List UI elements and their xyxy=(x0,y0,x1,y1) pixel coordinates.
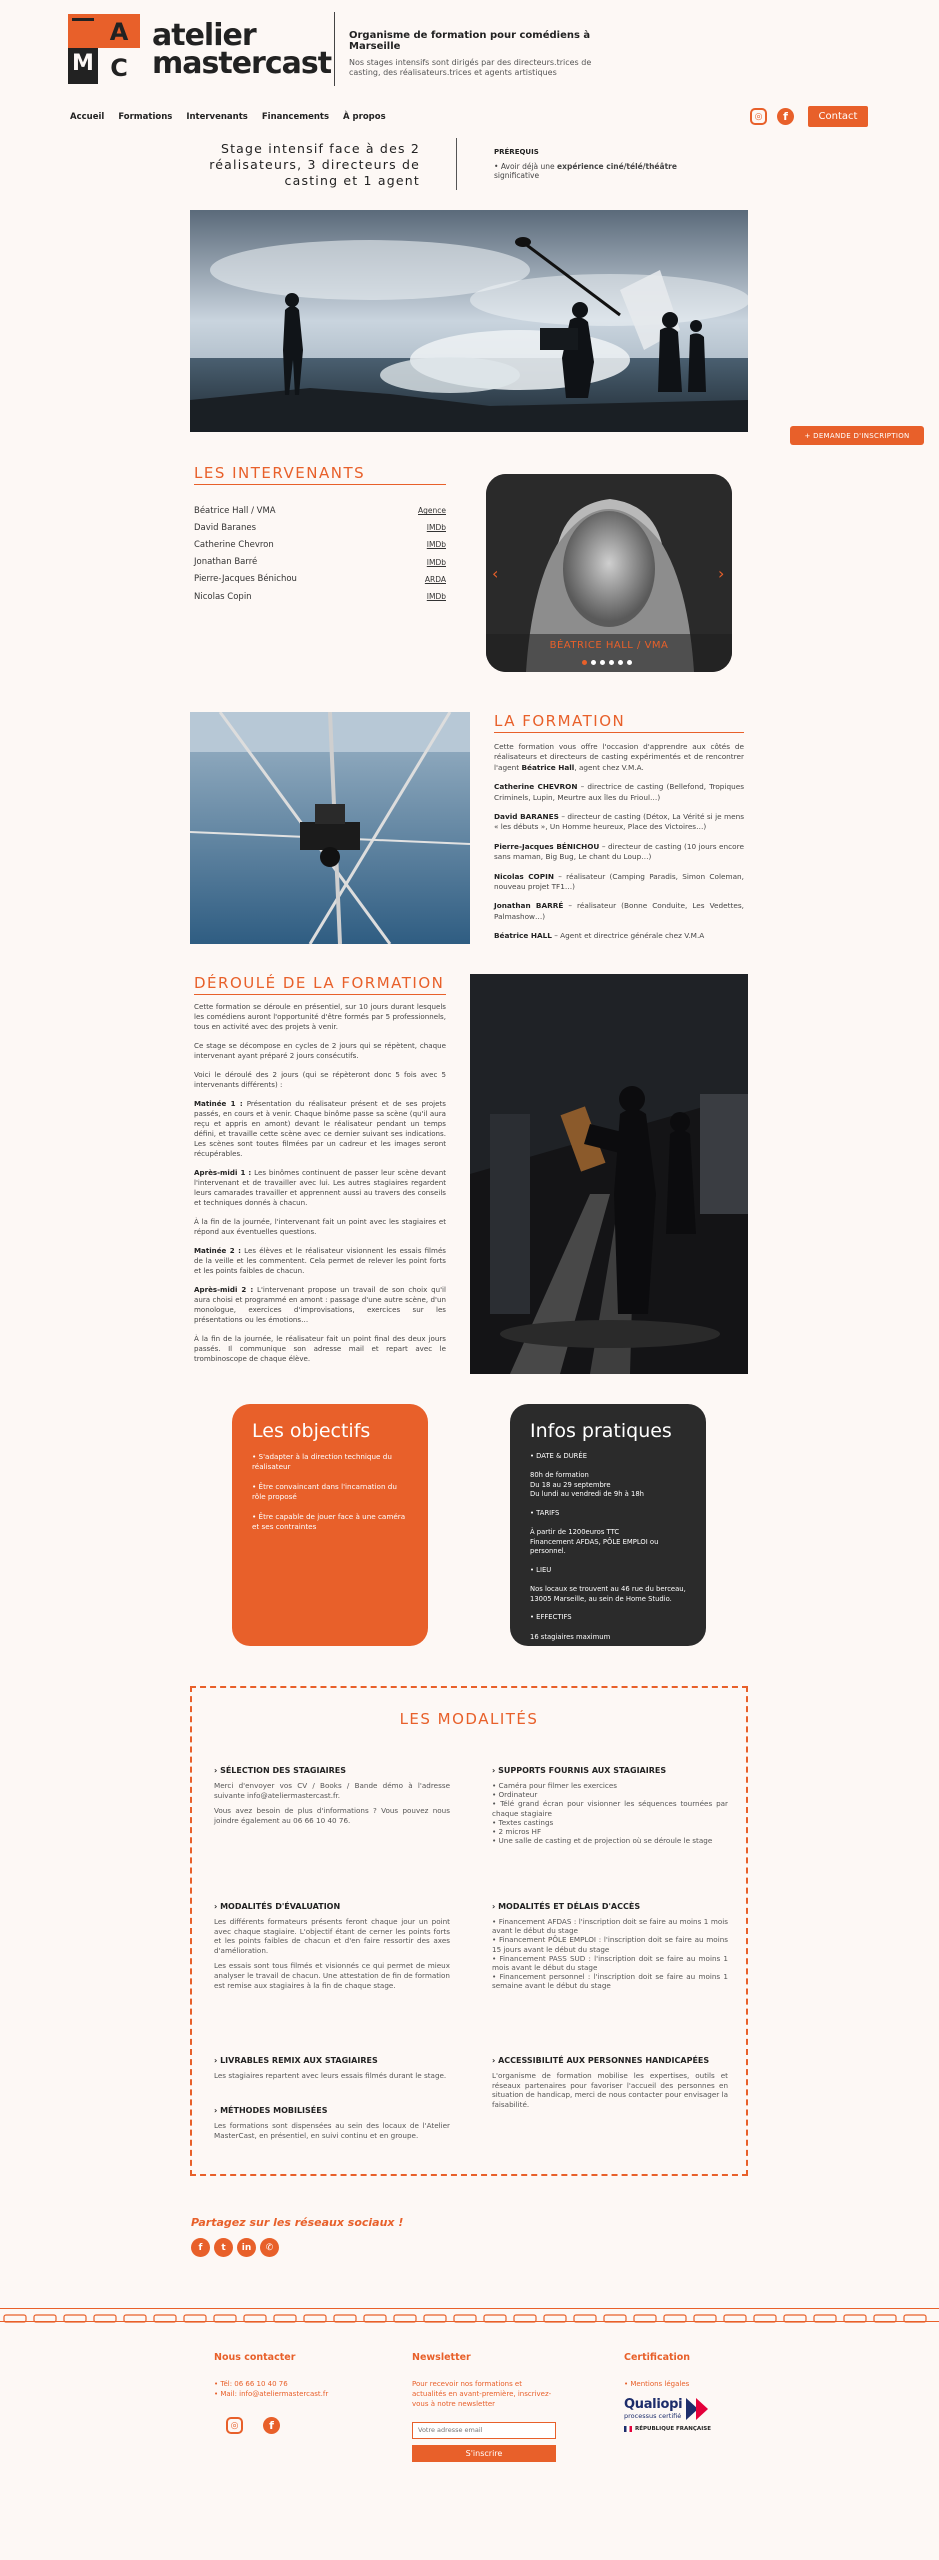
footer-contact-title: Nous contacter xyxy=(214,2352,296,2363)
formation-text xyxy=(494,742,744,951)
info-heading: • DATE & DURÉE xyxy=(530,1452,587,1460)
info-block xyxy=(530,1613,686,1642)
header-divider xyxy=(334,12,335,86)
selection-text: Merci d'envoyer vos CV / Books / Bande démo à l'adresse suivante info@ateliermastercast.fr. xyxy=(214,1781,450,1800)
newsletter-desc: Pour recevoir nos formations et actualités en avant-première, inscrivez-vous à notre newsletter xyxy=(412,2380,552,2408)
person-desc: – réalisateur (Camping Paradis, Simon Coleman, nouveau projet TF1…) xyxy=(494,871,744,892)
selection-block xyxy=(214,1766,450,1831)
nav-intervenants[interactable]: Intervenants xyxy=(186,112,248,122)
newsletter-email-input[interactable] xyxy=(412,2422,556,2439)
para-text: À la fin de la journée, le réalisateur fait un point final des deux jours passés. Il communique son adresse mail et repart avec le trombinoscope de chaque élève. xyxy=(194,1334,446,1363)
acces-item: • Financement personnel : l'inscription doit se faire au moins 1 semaine avant le début du stage xyxy=(492,1972,728,1991)
share-icons xyxy=(191,2238,279,2257)
formation-intro xyxy=(494,742,744,773)
contact-button[interactable]: Contact xyxy=(808,106,868,127)
subscribe-button[interactable]: S'inscrire xyxy=(412,2445,556,2462)
hero-title: Stage intensif face à des 2 réalisateurs, 3 directeurs de casting et 1 agent xyxy=(209,141,420,188)
acces-item: • Financement AFDAS : l'inscription doit se faire au moins 1 mois avant le début du stage xyxy=(492,1917,728,1936)
para-text: Les binômes continuent de passer leur scène devant l'intervenant et de travailler avec lui. Les autres stagiaires regardent leurs camarades travailler et apprennent aussi au travers des conseils et techniques donnés à chacun. xyxy=(194,1168,446,1207)
person-desc: – directeur de casting (10 jours encore sans maman, Big Bug, Le chant du Loup…) xyxy=(494,841,744,862)
intervenant-row xyxy=(194,571,446,588)
brand-line2: mastercast xyxy=(152,46,332,81)
intervenants-title: LES INTERVENANTS xyxy=(194,464,366,482)
evaluation-heading: › MODALITÉS D'ÉVALUATION xyxy=(214,1902,341,1911)
intervenant-link[interactable]: Agence xyxy=(418,506,446,516)
evaluation-text: Les essais sont tous filmés et visionnés ce qui permet de mieux analyser le travail de chacun. Une attestation de fin de formation est remise aux stagiaires à la fin de chaque stage. xyxy=(214,1961,450,1990)
intervenant-link[interactable]: IMDb xyxy=(426,540,446,550)
objectif-item: • Être convaincant dans l'incarnation du rôle proposé xyxy=(252,1481,397,1502)
footer-contact xyxy=(214,2352,374,2434)
info-line: Du lundi au vendredi de 9h à 18h xyxy=(530,1490,644,1499)
objectif-item: • Être capable de jouer face à une caméra et ses contraintes xyxy=(252,1511,406,1532)
deroule-para xyxy=(194,1002,446,1032)
mentions-legales-link[interactable]: • Mentions légales xyxy=(624,2380,690,2388)
methodes-text: Les formations sont dispensées au sein des locaux de l'Atelier MasterCast, en présentiel, en suivi continu et en groupe. xyxy=(214,2121,450,2140)
supports-heading: › SUPPORTS FOURNIS AUX STAGIAIRES xyxy=(492,1766,667,1775)
svg-text:M: M xyxy=(72,51,94,76)
carousel-caption: BÉATRICE HALL / VMA xyxy=(549,640,669,651)
intervenant-row xyxy=(194,554,446,571)
intervenant-row xyxy=(194,588,446,605)
hero-divider xyxy=(456,138,457,190)
accessibilite-text: L'organisme de formation mobilise les expertises, outils et réseaux partenaires pour favoriser l'accueil des personnes en situation de handicap, merci de nous contacter pour envisager la faisabilité. xyxy=(492,2071,728,2109)
share-title: Partagez sur les réseaux sociaux ! xyxy=(191,2216,404,2229)
qualiopi-arrows-icon xyxy=(686,2398,710,2420)
para-text: À la fin de la journée, l'intervenant fait un point avec les stagiaires et répond aux éventuelles questions. xyxy=(194,1217,446,1236)
formation-title: LA FORMATION xyxy=(494,712,626,730)
deroule-para xyxy=(194,1217,446,1237)
footer-social xyxy=(226,2417,374,2434)
supports-block xyxy=(492,1766,728,1845)
intervenant-link[interactable]: ARDA xyxy=(424,574,446,584)
support-item: • Caméra pour filmer les exercices xyxy=(492,1781,618,1790)
prereq-heading: PRÉREQUIS xyxy=(494,148,539,156)
person-name: Pierre-Jacques BÉNICHOU xyxy=(494,841,600,851)
footer-mail[interactable]: • Mail: info@ateliermastercast.fr xyxy=(214,2390,329,2398)
deroule-para xyxy=(194,1285,446,1325)
main-nav xyxy=(70,112,386,122)
livrables-heading: › LIVRABLES REMIX AUX STAGIAIRES xyxy=(214,2056,378,2065)
formation-person xyxy=(494,931,744,941)
facebook-icon[interactable]: f xyxy=(263,2417,280,2434)
deroule-para xyxy=(194,1070,446,1090)
formation-person xyxy=(494,782,744,803)
para-text: Voici le déroulé des 2 jours (qui se répèteront donc 5 fois avec 5 intervenants différents) : xyxy=(194,1070,446,1089)
acces-item: • Financement PASS SUD : l'inscription doit se faire au moins 1 mois avant le début du stage xyxy=(492,1953,728,1973)
carousel-dot[interactable] xyxy=(609,660,614,665)
objectifs-title: Les objectifs xyxy=(252,1420,371,1442)
objectif-item: • S'adapter à la direction technique du réalisateur xyxy=(252,1452,392,1472)
methodes-heading: › MÉTHODES MOBILISÉES xyxy=(214,2106,328,2115)
accessibilite-heading: › ACCESSIBILITÉ AUX PERSONNES HANDICAPÉES xyxy=(492,2056,710,2065)
info-heading: • LIEU xyxy=(530,1565,552,1574)
film-strip-divider xyxy=(0,2308,939,2322)
infos-card xyxy=(510,1404,706,1646)
deroule-text xyxy=(194,1002,446,1373)
formation-person xyxy=(494,812,744,833)
carousel-next-icon[interactable]: › xyxy=(718,564,725,583)
intervenant-row xyxy=(194,519,446,536)
tagline-desc: Nos stages intensifs sont dirigés par des directeurs.trices de casting, des réalisateurs.trices et agents artistiques xyxy=(349,58,592,77)
evaluation-block xyxy=(214,1902,450,1996)
para-label: Matinée 2 : xyxy=(194,1246,241,1255)
facebook-icon[interactable]: f xyxy=(191,2238,210,2257)
support-item: • 2 micros HF xyxy=(492,1827,542,1837)
infos-list xyxy=(510,1452,706,1642)
para-text: Les élèves et le réalisateur visionnent les essais filmés de la veille et les commentent. Cela permet de relever les point forts et les points faibles de chacun. xyxy=(194,1246,447,1275)
info-block xyxy=(530,1566,686,1604)
svg-text:A: A xyxy=(109,18,129,46)
qualiopi-name: Qualiopi xyxy=(624,2397,683,2412)
modalites-box xyxy=(190,1686,748,2176)
qualiopi-logo xyxy=(624,2397,764,2420)
footer-tel[interactable]: • Tél: 06 66 10 40 76 xyxy=(214,2380,288,2388)
carousel-dot[interactable] xyxy=(618,660,623,665)
prereq-bold: expérience ciné/télé/théâtre xyxy=(557,162,677,171)
person-desc: – réalisateur (Bonne Conduite, Les Vedettes, Palmashow…) xyxy=(494,901,744,921)
deroule-para xyxy=(194,1168,446,1208)
formation-intro-bold: Béatrice Hall xyxy=(521,762,575,772)
info-line: Financement AFDAS, PÔLE EMPLOI ou personnel. xyxy=(530,1537,659,1556)
deroule-photo xyxy=(470,974,748,1374)
objectifs-card xyxy=(232,1404,428,1646)
prereq-post: significative xyxy=(494,171,540,180)
french-flag-icon xyxy=(624,2426,632,2432)
info-line: 80h de formation xyxy=(530,1471,589,1480)
info-line: Du 18 au 29 septembre xyxy=(530,1480,611,1489)
registration-button[interactable]: + DEMANDE D'INSCRIPTION xyxy=(790,426,924,445)
linkedin-icon[interactable]: in xyxy=(237,2238,256,2257)
livrables-block xyxy=(214,2056,450,2087)
modalites-title: LES MODALITÉS xyxy=(399,1710,539,1728)
carousel-dot[interactable] xyxy=(591,660,596,665)
intervenant-name: Pierre-Jacques Bénichou xyxy=(194,574,297,585)
nav-financements[interactable]: Financements xyxy=(261,112,330,122)
deroule-para xyxy=(194,1099,446,1159)
person-desc: – directeur de casting (Détox, La Vérité si je mens « les débuts », Un Homme heureux, Place des Victoires…) xyxy=(494,812,745,832)
methodes-block xyxy=(214,2106,450,2146)
selection-heading: › SÉLECTION DES STAGIAIRES xyxy=(214,1766,346,1775)
facebook-icon[interactable]: f xyxy=(777,108,794,125)
instagram-icon[interactable]: ◎ xyxy=(226,2417,243,2434)
info-heading: • EFFECTIFS xyxy=(530,1613,572,1622)
formation-intro-post: , agent chez V.M.A. xyxy=(574,762,644,772)
support-item: • Télé grand écran pour visionner les séquences tournées par chaque stagiaire xyxy=(492,1799,728,1818)
footer-newsletter xyxy=(412,2352,558,2462)
intervenant-carousel[interactable] xyxy=(486,474,732,672)
formation-underline xyxy=(494,732,744,733)
formation-person xyxy=(494,842,744,863)
support-item: • Textes castings xyxy=(492,1817,554,1827)
support-item: • Ordinateur xyxy=(492,1790,538,1800)
acces-heading: › MODALITÉS ET DÉLAIS D'ACCÈS xyxy=(492,1902,641,1911)
svg-text:C: C xyxy=(110,54,128,82)
footer-certification xyxy=(624,2352,764,2432)
nav-formations[interactable]: Formations xyxy=(118,112,173,122)
intervenant-link[interactable]: IMDb xyxy=(426,523,446,533)
person-name: Catherine CHEVRON xyxy=(494,782,578,792)
certification-title: Certification xyxy=(624,2352,691,2363)
prerequisites xyxy=(494,148,724,180)
para-text: L'intervenant propose un travail de son choix qu'il aura choisi et programmé en amont : passage d'une autre scène, d'un monologue, exercices d'improvisations, exercices sur les présentations ou les émotions… xyxy=(194,1285,446,1324)
intervenant-link[interactable]: IMDb xyxy=(426,557,446,567)
person-name: Béatrice HALL xyxy=(494,931,552,941)
livrables-text: Les stagiaires repartent avec leurs essais filmés durant le stage. xyxy=(214,2071,447,2080)
logo-mark[interactable] xyxy=(68,14,140,84)
formation-intro-pre: Cette formation vous offre l'occasion d'apprendre aux côtés de réalisateurs et directeurs de casting expérimentés et de rencontrer l'agent xyxy=(494,742,744,772)
whatsapp-icon[interactable]: ✆ xyxy=(260,2238,279,2257)
acces-item: • Financement PÔLE EMPLOI : l'inscription doit se faire au moins 15 jours avant le début du stage xyxy=(492,1935,728,1954)
para-text: Cette formation se déroule en présentiel, sur 10 jours durant lesquels les comédiens auront l'opportunité d'être formés par 5 professionnels, tous en activité avec des projets à venir. xyxy=(194,1002,446,1031)
intervenant-link[interactable]: IMDb xyxy=(426,592,446,602)
instagram-icon[interactable]: ◎ xyxy=(750,108,767,125)
intervenant-name: Béatrice Hall / VMA xyxy=(194,505,276,516)
intervenant-row xyxy=(194,536,446,553)
info-heading: • TARIFS xyxy=(530,1508,560,1517)
person-name: Nicolas COPIN xyxy=(494,871,554,881)
carousel-dot[interactable] xyxy=(582,660,587,665)
info-block xyxy=(530,1452,686,1500)
para-text: Ce stage se décompose en cycles de 2 jours qui se répètent, chaque intervenant ayant préparé 2 jours consécutifs. xyxy=(194,1041,446,1060)
infos-title: Infos pratiques xyxy=(530,1420,672,1442)
person-desc: – Agent et directrice générale chez V.M.A xyxy=(551,931,705,941)
intervenant-row xyxy=(194,502,446,519)
selection-text: Vous avez besoin de plus d'informations ? Vous pouvez nous joindre également au 06 66 10 40 76. xyxy=(214,1806,450,1825)
person-name: David BARANES xyxy=(494,812,559,822)
tagline-title: Organisme de formation pour comédiens à Marseille xyxy=(349,30,591,52)
person-name: Jonathan BARRÉ xyxy=(494,901,564,911)
para-label: Après-midi 1 : xyxy=(194,1168,252,1177)
intervenant-name: Catherine Chevron xyxy=(194,539,274,550)
info-line: 16 stagiaires maximum xyxy=(530,1632,611,1641)
evaluation-text: Les différents formateurs présents feront chaque jour un point avec chaque stagiaire. L'objectif étant de cerner les points forts et les points faibles de chacun et d'en faire ressortir des axes d'amélioration. xyxy=(214,1917,450,1955)
newsletter-title: Newsletter xyxy=(412,2352,471,2363)
republique-text: RÉPUBLIQUE FRANÇAISE xyxy=(635,2426,711,2432)
nav-accueil[interactable]: Accueil xyxy=(70,112,105,122)
deroule-para xyxy=(194,1041,446,1061)
support-item: • Une salle de casting et de projection où se déroule le stage xyxy=(492,1836,713,1846)
acces-block xyxy=(492,1902,728,1991)
info-line: À partir de 1200euros TTC xyxy=(530,1528,620,1537)
brand-name[interactable] xyxy=(152,18,332,81)
deroule-para xyxy=(194,1334,446,1364)
header-social xyxy=(750,108,794,125)
intervenants-list xyxy=(194,502,446,605)
intervenant-name: David Baranes xyxy=(194,522,257,533)
tagline xyxy=(349,30,609,78)
qualiopi-sub: processus certifié xyxy=(624,2412,682,2420)
formation-photo xyxy=(190,712,470,944)
prereq-pre: Avoir déjà une xyxy=(500,162,558,171)
intervenant-name: Nicolas Copin xyxy=(194,591,252,602)
deroule-para xyxy=(194,1246,446,1276)
nav-a-propos[interactable]: À propos xyxy=(343,112,386,122)
carousel-dot[interactable] xyxy=(627,660,632,665)
formation-person xyxy=(494,901,744,922)
person-desc: – directrice de casting (Bellefond, Tropiques Criminels, Lupin, Meurtre aux îles du Frioul…) xyxy=(494,782,745,802)
prereq-text: • Avoir déjà une expérience ciné/télé/théâtre significative xyxy=(494,162,677,180)
info-line: Nos locaux se trouvent au 46 rue du berceau, 13005 Marseille, au sein de Home Studio. xyxy=(530,1585,686,1603)
info-block xyxy=(530,1509,686,1557)
hero-photo xyxy=(190,210,748,432)
carousel-dot[interactable] xyxy=(600,660,605,665)
para-text: Présentation du réalisateur présent et de ses projets passés, en cours et à venir. Chaque binôme passe sa scène (qu'il aura reçu et appris en amont) devant le réalisateur pendant un temps défini, et travaille cette scène avec ce dernier suivant ses indications. Les scènes sont toutes filmées par un cadreur et les images seront récupérables. xyxy=(194,1099,446,1158)
brand-line1: atelier xyxy=(152,18,256,53)
objectifs-list xyxy=(232,1452,428,1532)
twitter-icon[interactable]: t xyxy=(214,2238,233,2257)
carousel-prev-icon[interactable]: ‹ xyxy=(492,564,499,583)
para-label: Matinée 1 : xyxy=(194,1099,243,1108)
deroule-title: DÉROULÉ DE LA FORMATION xyxy=(194,974,445,992)
intervenant-name: Jonathan Barré xyxy=(194,557,258,568)
republique-mark xyxy=(624,2426,764,2432)
para-label: Après-midi 2 : xyxy=(194,1285,254,1294)
deroule-underline xyxy=(194,994,446,995)
carousel-dots[interactable] xyxy=(582,660,632,665)
intervenants-underline xyxy=(194,484,446,485)
accessibilite-block xyxy=(492,2056,728,2115)
formation-person xyxy=(494,872,744,893)
